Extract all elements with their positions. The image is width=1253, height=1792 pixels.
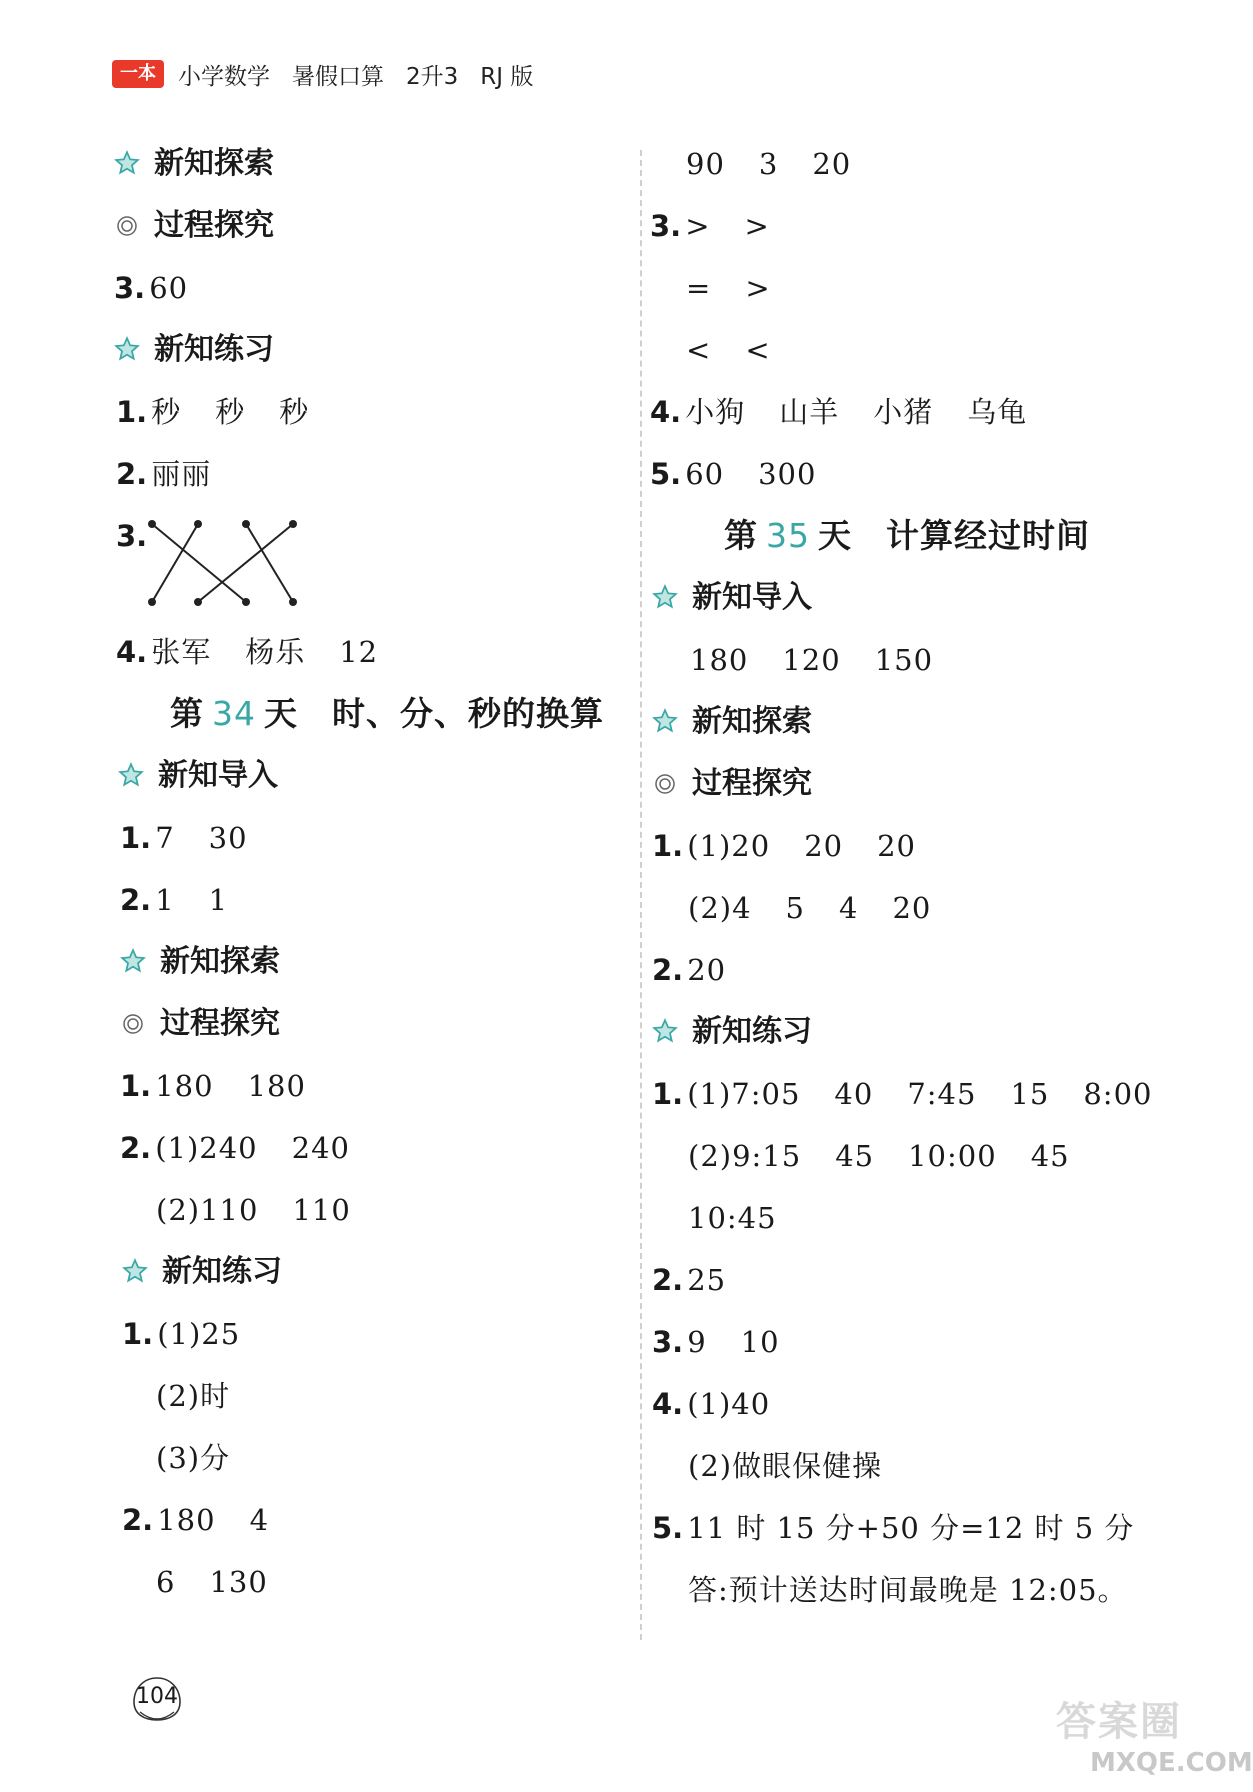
answer-line: 1. (1)25	[122, 1317, 241, 1351]
circle-icon	[116, 215, 138, 237]
answer-line: 3. 9 10	[652, 1325, 780, 1359]
lesson-title: 第 34 天 时、分、秒的换算	[170, 694, 604, 733]
section-heading: 新知探索	[652, 702, 812, 742]
answer-line: 10:45	[688, 1201, 777, 1235]
lesson-title: 第 35 天 计算经过时间	[724, 516, 1090, 555]
circle-icon	[654, 773, 676, 795]
answer-values: 张军 杨乐 12	[151, 635, 379, 669]
answer-line: 2. 丽丽	[116, 457, 212, 491]
answer-line: 1. 秒 秒 秒	[116, 395, 310, 429]
answer-line: 5. 60 300	[650, 457, 817, 491]
brand-logo: 一本	[112, 60, 164, 88]
answer-line: (2)110 110	[156, 1193, 351, 1227]
section-heading: 过程探究	[654, 764, 812, 804]
answer-line: 2. (1)240 240	[120, 1131, 350, 1165]
star-icon	[114, 150, 140, 176]
answer-line: (2)9:15 45 10:00 45	[688, 1139, 1070, 1173]
answer-line: 5. 11 时 15 分+50 分=12 时 5 分	[652, 1511, 1135, 1545]
star-icon	[114, 336, 140, 362]
answer-line: < <	[686, 333, 771, 367]
answer-line: 答:预计送达时间最晚是 12:05。	[688, 1573, 1128, 1607]
answer-line: 1. 7 30	[120, 821, 248, 855]
answer-line: 4. 张军 杨乐 12	[116, 635, 379, 669]
answer-line: 3.	[116, 519, 148, 553]
matching-lines-diagram	[148, 520, 308, 610]
star-icon	[652, 708, 678, 734]
section-heading: 过程探究	[122, 1004, 280, 1044]
answer-line: 90 3 20	[686, 147, 852, 181]
header-subject: 小学数学	[178, 63, 270, 90]
section-heading: 过程探究	[116, 206, 274, 246]
answer-line: 4. 小狗 山羊 小猪 乌龟	[650, 395, 1028, 429]
answer-values: 秒 秒 秒	[151, 395, 310, 429]
watermark-url: MXQE.COM	[1090, 1748, 1253, 1778]
star-icon	[120, 948, 146, 974]
star-icon	[122, 1258, 148, 1284]
header-edition: RJ 版	[480, 63, 534, 90]
answer-line: (2)时	[156, 1379, 231, 1413]
answer-line: (2)4 5 4 20	[688, 891, 932, 925]
section-heading: 新知练习	[114, 330, 274, 370]
answer-line: 4. (1)40	[652, 1387, 771, 1421]
section-heading: 新知练习	[122, 1252, 282, 1292]
circle-icon	[122, 1013, 144, 1035]
star-icon	[118, 762, 144, 788]
section-heading: 新知探索	[114, 144, 274, 184]
answer-line: 180 120 150	[690, 643, 934, 677]
answer-line: = >	[686, 271, 771, 305]
section-heading: 新知练习	[652, 1012, 812, 1052]
watermark-logo: 答案圈	[1056, 1699, 1182, 1745]
answer-line: 6 130	[156, 1565, 268, 1599]
answer-line: (2)做眼保健操	[688, 1449, 883, 1483]
answer-line: 1. (1)7:05 40 7:45 15 8:00	[652, 1077, 1153, 1111]
header-book: 暑假口算	[292, 63, 384, 90]
section-heading: 新知导入	[118, 756, 278, 796]
header-grade: 2升3	[406, 63, 459, 90]
section-heading: 新知探索	[120, 942, 280, 982]
answer-line: 2. 20	[652, 953, 727, 987]
column-divider	[640, 150, 642, 1640]
answer-line: 1. (1)20 20 20	[652, 829, 916, 863]
answer-line: 2. 1 1	[120, 883, 229, 917]
page-header	[112, 56, 555, 92]
answer-line: (3)分	[156, 1441, 231, 1475]
answer-line: 2. 25	[652, 1263, 727, 1297]
star-icon	[652, 1018, 678, 1044]
answer-line: 1. 180 180	[120, 1069, 306, 1103]
answer-line: 2. 180 4	[122, 1503, 270, 1537]
answer-line: 3. 60	[114, 271, 189, 305]
answer-line: 3. > >	[650, 209, 770, 243]
page-number: 104	[130, 1672, 184, 1726]
section-heading: 新知导入	[652, 578, 812, 618]
star-icon	[652, 584, 678, 610]
